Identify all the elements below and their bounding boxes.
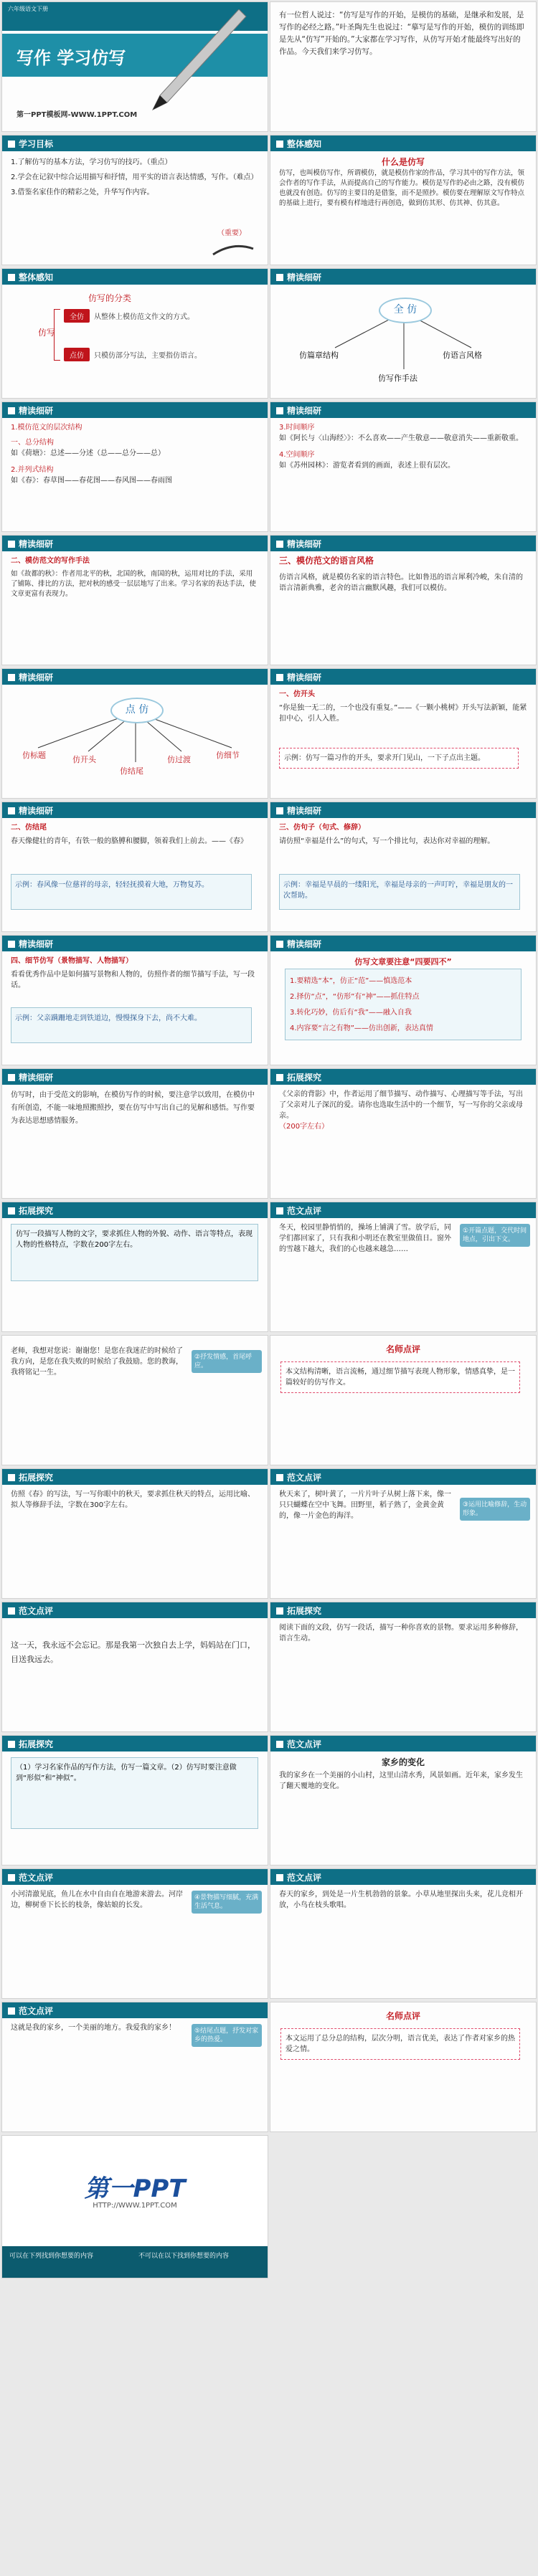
branch-node: 仿篇章结构: [299, 351, 339, 360]
square-icon: [276, 1874, 283, 1881]
slide-title: 精读细研: [287, 272, 322, 282]
square-icon: [8, 1207, 15, 1215]
end-slide: [1, 2135, 268, 2278]
square-icon: [276, 1074, 283, 1081]
task-box: [11, 1757, 258, 1829]
example-text: 示例：春风像一位慈祥的母亲，轻轻抚摸着大地，万物复苏。: [15, 881, 209, 889]
slide-title: 学习目标: [19, 139, 54, 149]
center-label: 仿写的分类: [88, 293, 132, 303]
slide-ending: [1, 802, 268, 932]
square-icon: [276, 1741, 283, 1748]
rule-item: 2.择仿“点”，“仿形”有“神”——抓住特点: [290, 993, 420, 1001]
page-title: 写作 学习仿写: [16, 48, 126, 68]
slide-title: 精读细研: [19, 672, 54, 683]
subheading: 2.并列式结构: [11, 466, 54, 474]
slide-objectives: [1, 135, 268, 265]
comment-callout: ⑤结尾点题，抒发对家乡的热爱。: [192, 2024, 262, 2047]
slide-title: 精读细研: [19, 539, 54, 549]
site-label: 第一PPT模板网-WWW.1PPT.COM: [16, 111, 138, 119]
branch-node: 仿结尾: [120, 766, 143, 776]
note-text: （200字左右）: [279, 1123, 329, 1131]
example-box: 示例：仿写一篇习作的开头，要求开门见山，一下子点出主题。: [279, 748, 519, 769]
square-icon: [276, 1474, 283, 1481]
review-box: 本文运用了总分总的结构，层次分明，语言优美，表达了作者对家乡的热爱之情。: [280, 2028, 520, 2060]
type-text: 只模仿部分写法，主要指仿语言。: [94, 352, 202, 360]
body-text: 阅读下面的文段，仿写一段话，描写一种你喜欢的景物。要求运用多种修辞，语言生动。: [279, 1624, 523, 1643]
slide-sample-5: [270, 1735, 537, 1866]
square-icon: [8, 2007, 15, 2015]
body-text: 秋天来了，树叶黄了，一片片叶子从树上落下来，像一只只蝴蝶在空中飞舞。田野里，稻子熟了，金黄金黄的，像一片金色的海洋。: [279, 1491, 451, 1520]
slide-title: 精读细研: [287, 539, 322, 549]
heading: 一、仿开头: [279, 690, 315, 698]
slide-title: 名师点评: [385, 1344, 420, 1354]
rule-item: 4.内容要“言之有物”——仿出创新，表达真情: [290, 1025, 433, 1032]
slide-title: 范文点评: [287, 1739, 322, 1749]
logo: 第一PPT: [84, 2175, 186, 2203]
example-text: 示例：父亲蹒跚地走到铁道边，慢慢探身下去，尚不大难。: [15, 1014, 202, 1022]
slide-structure: [1, 401, 268, 532]
square-icon: [8, 541, 15, 548]
comment-callout: ①开篇点题，交代时间地点，引出下文。: [460, 1224, 530, 1247]
slide-title: 精读细研: [19, 1073, 54, 1083]
body-text: 如《阿长与〈山海经〉》：不么喜欢——产生敬意——敬意消失——重新敬重。: [279, 434, 523, 442]
intro-text: 有一位哲人说过：“仿写是写作的开始，是模仿的基础，是继承和发展，是写作的必经之路。”叶圣陶先生也说过：“摹写是写作的开始，模仿的训练即是先从“仿写”开始的。”大家都在学习写作，从仿写开始才能最终写出好的作品。今天我们来学习仿写。: [279, 11, 524, 56]
slide-language: [270, 535, 537, 665]
heading: 二、模仿范文的写作手法: [11, 557, 90, 565]
body-text: 小河清澈见底，鱼儿在水中自由自在地游来游去。河岸边，柳树垂下长长的枝条，像姑娘的长发。: [11, 1891, 183, 1909]
square-icon: [8, 1074, 15, 1081]
rule-item: 1.要精选“本”，仿正“范”——慎选范本: [290, 977, 412, 985]
body-text: 老师，我想对您说：谢谢您！是您在我迷茫的时候给了我方向，是您在我失败的时候给了我鼓励。您的教诲，我将铭记一生。: [11, 1347, 183, 1377]
task-box: [11, 1224, 258, 1281]
body-text: 如《荷塘》：总述——分述（总——总分——总）: [11, 450, 165, 457]
connector-lines: [2, 669, 268, 799]
slide-title: 拓展探究: [19, 1206, 54, 1216]
square-icon: [8, 941, 15, 948]
square-icon: [276, 541, 283, 548]
square-icon: [8, 141, 15, 148]
square-icon: [8, 1607, 15, 1615]
slide-explore-3: [1, 1468, 268, 1599]
brush-icon: [212, 240, 255, 257]
slide-sample-7: [270, 1868, 537, 1999]
slide-review-1: [270, 1335, 537, 1465]
slide-title: 拓展探究: [19, 1473, 54, 1483]
square-icon: [8, 1741, 15, 1748]
slide-sequence: [270, 401, 537, 532]
body-text: 这一天，我永远不会忘记。那是我第一次独自去上学，妈妈站在门口，目送我远去。: [11, 1640, 255, 1664]
type-text: 从整体上模仿范文作文的方式。: [94, 313, 194, 321]
slide-title: 名师点评: [385, 2011, 420, 2021]
pen-icon: [124, 9, 253, 117]
slide-sample-1: [270, 1202, 537, 1332]
slide-title: 范文点评: [287, 1873, 322, 1883]
comment-callout: ②抒发情感，首尾呼应。: [192, 1350, 262, 1373]
branch-node: 仿细节: [216, 751, 240, 760]
slide-sample-4: [1, 1602, 268, 1732]
body-text: 仿写，也叫模仿写作，所谓模仿，就是模仿作家的作品，学习其中的写作方法，领会作者的写作手法，从而提高自己的写作能力。模仿是写作的必由之路，没有模仿也就没有创造。仿写的主要目的是借鉴，而不是照抄。模仿要在理解原文写作特点的基础上进行，要有模有样地进行再创造，做到仿其形、仿其神、仿其意。: [279, 169, 525, 207]
branch-node: 仿过渡: [167, 755, 191, 764]
body-text: 冬天，校园里静悄悄的，操场上铺满了雪。放学后，同学们都回家了，只有我和小明还在教室里做值日。窗外的雪越下越大，我们的心也越来越急……: [279, 1224, 451, 1253]
body-text: 仿写一段描写人物的文字，要求抓住人物的外貌、动作、语言等特点，表现人物的性格特点，字数在200字左右。: [16, 1230, 253, 1249]
example-box: [279, 874, 520, 910]
left-label: 仿写: [38, 328, 56, 338]
square-icon: [8, 1874, 15, 1881]
slide-partial-imitation: [1, 668, 268, 799]
slide-title: 精读细研: [19, 939, 54, 949]
slide-title: 整体感知: [19, 272, 54, 282]
square-icon: [8, 407, 15, 414]
body-text: 《父亲的背影》中，作者运用了细节描写、动作描写、心理描写等手法，写出了父亲对儿子深沉的爱。请你也选取生活中的一个细节，写一写你的父亲或母亲。: [279, 1090, 523, 1120]
branch-node: 仿标题: [22, 751, 46, 760]
body-text: 如《故都的秋》：作者用北平的秋，北国的秋，南国的秋，运用对比的手法，采用了铺陈、排比的方法，把对秋的感受一层层地写了出来。学习名家的表达手法，使文章更富有表现力。: [11, 570, 257, 598]
hub-node: 点 仿: [110, 698, 164, 723]
slide-four-rules: [270, 935, 537, 1065]
body-text: “你是独一无二的，一个也没有重复。”——《一颗小桃树》开头写法新颖，能紧扣中心，引人入胜。: [279, 704, 527, 723]
body-text: 仿语言风格，就是模仿名家的语言特色。比如鲁迅的语言犀利冷峻，朱自清的语言清新典雅，老舍的语言幽默风趣，我们可以模仿。: [279, 574, 523, 592]
slide-sample-6: [1, 1868, 268, 1999]
type-tag: 点仿: [64, 348, 90, 361]
comment-callout: ③运用比喻修辞，生动形象。: [460, 1498, 530, 1521]
square-icon: [8, 274, 15, 281]
slide-title: 范文点评: [287, 1473, 322, 1483]
subheading: 一、总分结构: [11, 439, 54, 447]
square-icon: [276, 407, 283, 414]
footer-text[interactable]: 不可以在以下找到你想要的内容: [138, 2253, 230, 2260]
body-text: 这就是我的家乡，一个美丽的地方。我爱我的家乡！: [11, 2024, 176, 2032]
slide-title: 精读细研: [287, 806, 322, 816]
footer-text[interactable]: 可以在下列找到你想要的内容: [9, 2253, 94, 2260]
cover-slide: [1, 1, 268, 132]
body-text: 仿写时，由于受范文的影响，在模仿写作的时候，要注意学以致用，在模仿中有所创造，不能一味地照搬照抄，要在仿写中写出自己的见解和感悟。写作要为表达思想感情服务。: [11, 1091, 255, 1125]
intro-slide: [270, 1, 537, 132]
heading: 二、仿结尾: [11, 824, 47, 832]
slide-what-is: [270, 135, 537, 265]
body-text: 春天像健壮的青年，有铁一般的胳膊和腰脚，领着我们上前去。——《春》: [11, 837, 247, 845]
body-text: 我的家乡在一个美丽的小山村，这里山清水秀，风景如画。近年来，家乡发生了翻天覆地的变化。: [279, 1772, 523, 1790]
body-text: 春天的家乡，到处是一片生机勃勃的景象。小草从地里探出头来，花儿竞相开放，小鸟在枝头歌唱。: [279, 1891, 523, 1909]
heading: 3.时间顺序: [279, 424, 315, 432]
slide-note: [1, 1068, 268, 1199]
example-text: 示例：幸福是早晨的一缕阳光，幸福是母亲的一声叮咛，幸福是朋友的一次帮助。: [283, 881, 513, 900]
essay-title: 家乡的变化: [381, 1757, 425, 1767]
heading: 三、模仿范文的语言风格: [279, 556, 374, 566]
branch-node: 仿写作手法: [378, 374, 417, 383]
slide-classification: [1, 268, 268, 399]
heading: 四、细节仿写（景物描写、人物描写）: [11, 957, 133, 965]
body-text: （1）学习名家作品的写作方法，仿写一篇文章。（2）仿写时要注意做到“形似”和“神似”。: [16, 1764, 237, 1782]
slide-title: 范文点评: [19, 1606, 54, 1616]
slide-explore-4: [270, 1602, 537, 1732]
slide-technique: [1, 535, 268, 665]
type-tag: 全仿: [64, 309, 90, 323]
square-icon: [276, 1207, 283, 1215]
heading: 1.模仿范文的层次结构: [11, 424, 82, 432]
heading: 什么是仿写: [381, 157, 425, 167]
body-text: 看看优秀作品中是如何描写景物和人物的，仿照作者的细节描写手法，写一段话。: [11, 971, 255, 989]
objective-item: 3.借鉴名家佳作的精彩之处，升华写作内容。: [11, 189, 154, 196]
badge: （重要）: [217, 229, 246, 237]
square-icon: [8, 807, 15, 814]
objective-item: 2.学会在记叙中综合运用描写和抒情，用平实的语言表达情感，写作。（难点）: [11, 174, 258, 181]
branch-node: 仿开头: [72, 755, 96, 764]
square-icon: [276, 141, 283, 148]
branch-node: 仿语言风格: [443, 351, 482, 360]
bracket: [54, 309, 60, 361]
slide-title: 精读细研: [19, 806, 54, 816]
body-text: 如《苏州园林》：游览者看到的画面，表述上很有层次。: [279, 462, 455, 470]
slide-title: 范文点评: [287, 1206, 322, 1216]
cover-tag: 六年级语文下册: [8, 6, 48, 12]
square-icon: [276, 674, 283, 681]
slide-title: 精读细研: [287, 406, 322, 416]
example-box: [11, 1007, 252, 1043]
heading: 三、仿句子（句式、修辞）: [279, 824, 365, 832]
slide-explore-1: [270, 1068, 537, 1199]
slide-sentence: [270, 802, 537, 932]
slide-full-imitation: [270, 268, 537, 399]
body-text: 请仿照“幸福是什么”的句式，写一个排比句，表达你对幸福的理解。: [279, 837, 495, 845]
slide-title: 精读细研: [287, 939, 322, 949]
slide-title: 整体感知: [287, 139, 322, 149]
heading: 4.空间顺序: [279, 451, 315, 459]
body-text: 如《春》：春草图——春花图——春风图——春雨图: [11, 477, 172, 485]
heading: 仿写文章要注意“四要四不”: [354, 957, 452, 966]
slide-detail: [1, 935, 268, 1065]
slide-title: 精读细研: [19, 406, 54, 416]
footer-bar: [2, 2246, 268, 2278]
slide-explore-2: [1, 1202, 268, 1332]
body-text: 仿照《春》的写法，写一写你眼中的秋天，要求抓住秋天的特点，运用比喻、拟人等修辞手法，字数在300字左右。: [11, 1491, 255, 1509]
slide-review-2: [270, 2002, 537, 2132]
slide-title: 范文点评: [19, 2006, 54, 2016]
objective-item: 1.了解仿写的基本方法，学习仿写的技巧。（重点）: [11, 158, 172, 166]
review-box: 本文结构清晰，语言流畅，通过细节描写表现人物形象，情感真挚，是一篇较好的仿写作文。: [280, 1361, 520, 1393]
rule-item: 3.转化巧妙，仿后有“我”——融入自我: [290, 1009, 412, 1017]
logo-url: HTTP://WWW.1PPT.COM: [93, 2202, 177, 2210]
slide-opening: [270, 668, 537, 799]
slide-title: 范文点评: [19, 1873, 54, 1883]
square-icon: [8, 1474, 15, 1481]
slide-title: 拓展探究: [287, 1073, 322, 1083]
example-box: [11, 874, 252, 910]
rules-box: [285, 969, 522, 1040]
square-icon: [276, 1607, 283, 1615]
slide-explore-5: [1, 1735, 268, 1866]
slide-title: 拓展探究: [287, 1606, 322, 1616]
slide-sample-3: [270, 1468, 537, 1599]
square-icon: [276, 941, 283, 948]
square-icon: [276, 807, 283, 814]
slide-title: 拓展探究: [19, 1739, 54, 1749]
comment-callout: ④景物描写细腻，充满生活气息。: [192, 1891, 262, 1914]
hub-node: 全 仿: [379, 298, 432, 323]
slide-title: 精读细研: [287, 672, 322, 683]
slide-sample-2: [1, 1335, 268, 1465]
slide-sample-8: [1, 2002, 268, 2132]
